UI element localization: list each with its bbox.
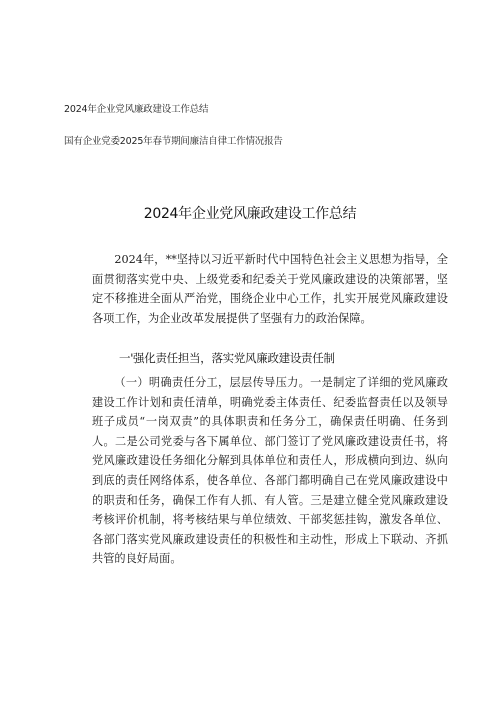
- section-heading-1: 一'强化责任担当，落实党风廉政建设责任制: [119, 351, 335, 365]
- section-1-paragraph-1: （一）明确责任分工，层层传导压力。一是制定了详细的党风廉政建设工作计划和责任清单，明确党委主体责任、纪委监督责任以及领导班子成员“一岗双责”的具体职责和任务分工，确保责任明确、任务到人。二是公司党委与各下属单位、部门签订了党风廉政建设责任书，将党风廉政建设任务细化分解到具体单位和责任人，形成横向到边、纵向到底的责任网络体系，使各单位、各部门都明确自己在党风廉政建设中的职责和任务，确保工作有人抓、有人管。三是建立健全党风廉政建设考核评价机制，将考核结果与单位绩效、干部奖惩挂钩，激发各单位、各部门落实党风廉政建设责任的积极性和主动性，形成上下联动、齐抓共管的良好局面。: [92, 376, 448, 566]
- intro-paragraph: 2024年，**坚持以习近平新时代中国特色社会主义思想为指导，全面贯彻落实党中央、上级党委和纪委关于党风廉政建设的决策部署，坚定不移推进全面从严治党，围绕企业中心工作，扎实开展党风廉政建设各项工作，为企业改革发展提供了坚强有力的政治保障。: [92, 253, 448, 325]
- document-title: 2024年企业党风廉政建设工作总结: [143, 206, 357, 222]
- toc-entry-work-summary[interactable]: 2024年企业党风廉政建设工作总结: [64, 104, 209, 115]
- toc-entry-spring-festival-report[interactable]: 国有企业党委2025年春节期间廉洁自律工作情况报告: [64, 136, 283, 147]
